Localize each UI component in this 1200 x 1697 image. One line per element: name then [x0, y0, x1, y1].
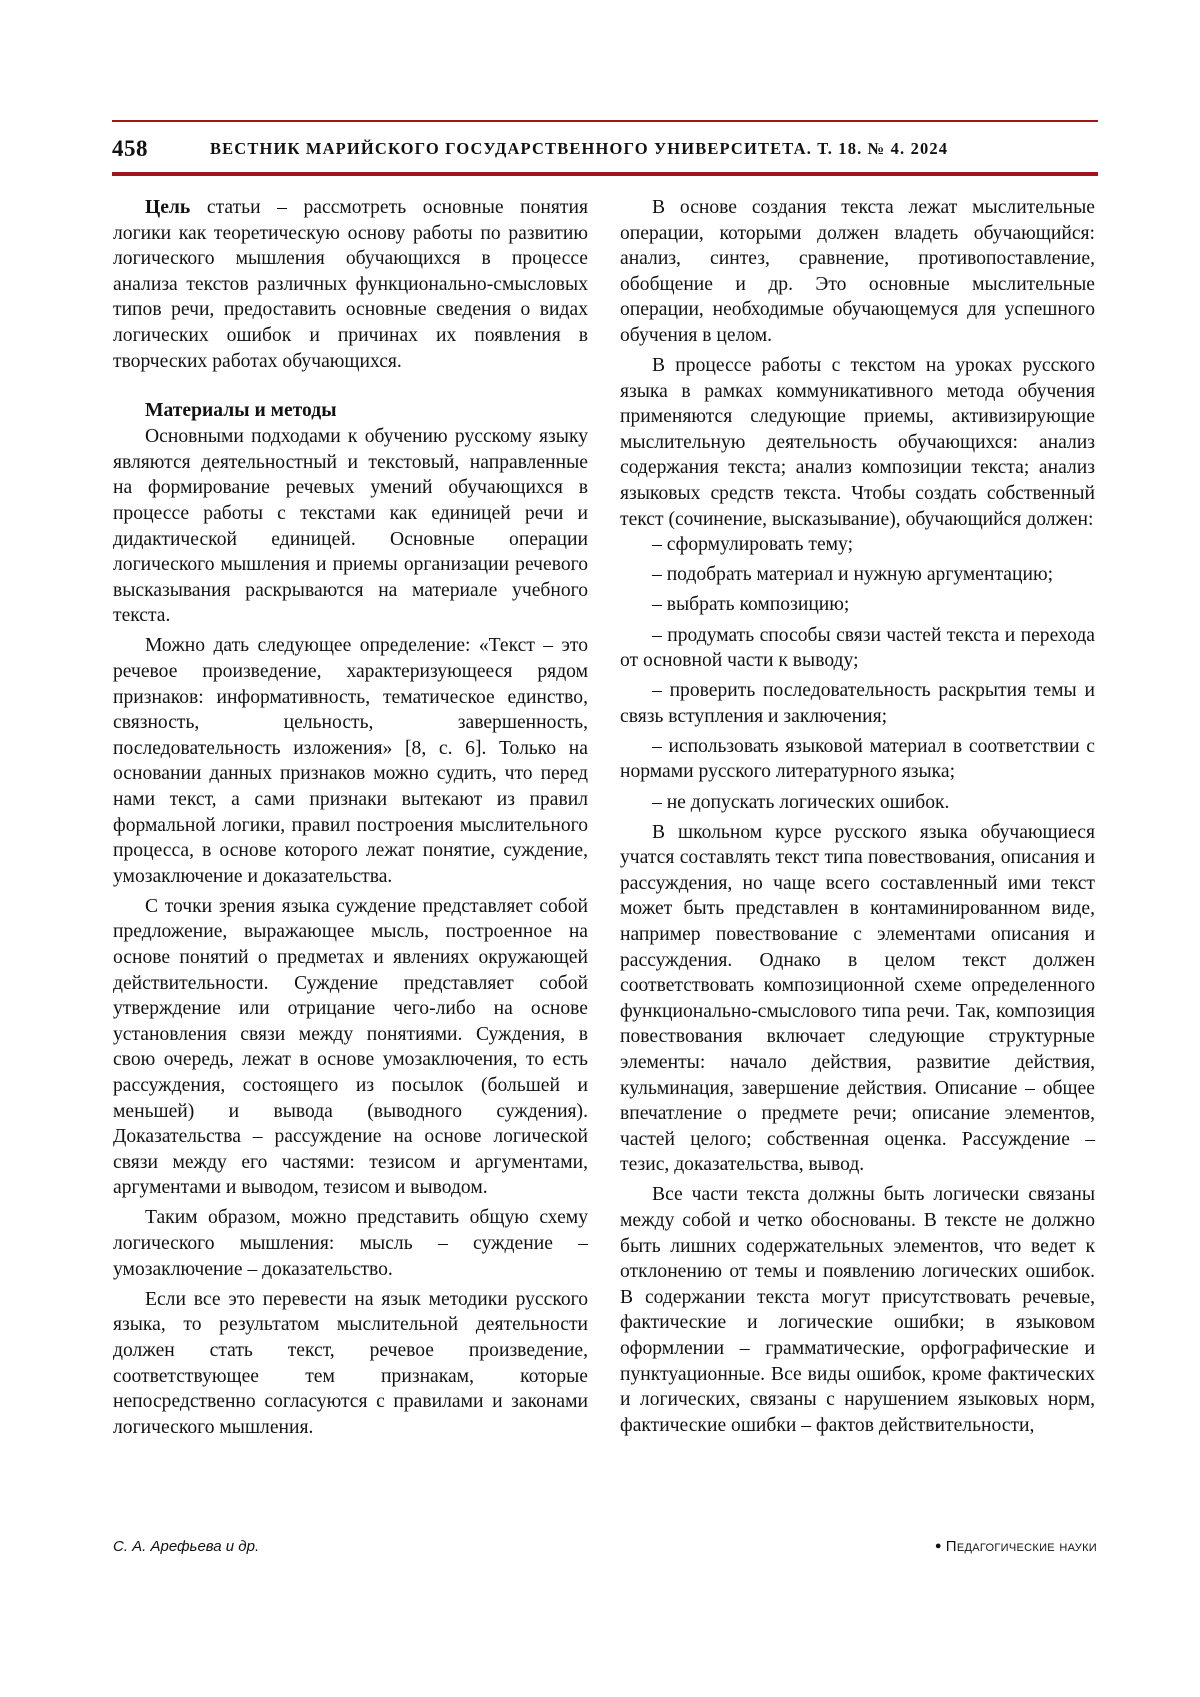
- running-header: [112, 132, 1098, 166]
- list-item: – подобрать материал и нужную аргументацию;: [652, 564, 1054, 586]
- footer-section: [935, 1538, 1097, 1555]
- goal-label: Цель: [145, 197, 191, 218]
- list-item: – сформулировать тему;: [652, 534, 854, 556]
- section-heading: Материалы и методы: [145, 400, 337, 422]
- footer-authors: С. А. Арефьева и др.: [113, 1538, 260, 1555]
- left-column: [113, 195, 588, 1445]
- list-item: – продумать способы связи частей текста и перехода от основной части к выводу;: [620, 624, 1095, 672]
- header-rule-top: [112, 120, 1098, 122]
- list-item: – проверить последовательность раскрытия темы и связь вступления и заключения;: [620, 680, 1095, 727]
- paragraph: Основными подходами к обучению русскому языку являются деятельностный и текстовый, направленные на формирование речевых умений обучающихся в процессе работы с текстами как единицей речи и дидактической единицей. Основные операции логического мышления и приемы организации речевого высказывания раскрываются на материале учебного текста.: [113, 426, 588, 627]
- paragraph: Таким образом, можно представить общую схему логического мышления: мысль – суждение – умозаключение – доказательство.: [113, 1207, 588, 1280]
- right-column: [620, 195, 1095, 1443]
- list-item: – выбрать композицию;: [652, 594, 850, 616]
- list-item: – использовать языковой материал в соответствии с нормами русского литературного языка;: [620, 735, 1095, 783]
- journal-title: ВЕСТНИК МАРИЙСКОГО ГОСУДАРСТВЕННОГО УНИВЕРСИТЕТА. Т. 18. № 4. 2024: [210, 139, 949, 158]
- bullet-icon: ●: [934, 1540, 942, 1552]
- paragraph: В основе создания текста лежат мыслительные операции, которыми должен владеть обучающийся: анализ, синтез, сравнение, противопоставление, обобщение и др. Это основные мыслительные операции, необходимые обучающемуся для успешного обучения в целом.: [620, 197, 1095, 346]
- running-footer: [113, 1538, 1097, 1562]
- goal-paragraph: [113, 195, 588, 374]
- paragraph: С точки зрения языка суждение представляет собой предложение, выражающее мысль, построенное на основе понятий о предметах и явлениях окружающей действительности. Суждение представляет собой утверждение или отрицание чего-либо на основе установления связи между понятиями. Суждения, в свою очередь, лежат в основе умозаключения, то есть рассуждения, состоящего из посылок (большей и меньшей) и вывода (выводного суждения). Доказательства – рассуждение на основе логической связи между его частями: тезисом и аргументами, аргументами и выводом, тезисом и выводом.: [113, 895, 588, 1199]
- paragraph: Все части текста должны быть логически связаны между собой и четко обоснованы. В тексте не должно быть лишних содержательных элементов, что ведет к отклонению от темы и появлению логических ошибок. В содержании текста могут присутствовать речевые, фактические и логические ошибки; в языковом оформлении – грамматические, орфографические и пунктуационные. Все виды ошибок, кроме фактических и логических, связаны с нарушением языковых норм, фактические ошибки – фактов действительности,: [620, 1184, 1095, 1436]
- page-number: 458: [112, 136, 148, 161]
- footer-section-label: Педагогические науки: [945, 1538, 1097, 1555]
- list-item: – не допускать логических ошибок.: [652, 791, 950, 813]
- paragraph: В школьном курсе русского языка обучающиеся учатся составлять текст типа повествования, описания и рассуждения, но чаще всего составленный ими текст может быть представлен в контаминированном виде, например повествование с элементами описания и рассуждения. Однако в целом текст должен соответствовать композиционной схеме определенного функционально-смыслового типа речи. Так, композиция повествования включает следующие структурные элементы: начало действия, развитие действия, кульминация, завершение действия. Описание – общее впечатление о предмете речи; описание элементов, частей целого; собственная оценка. Рассуждение – тезис, доказательства, вывод.: [620, 821, 1095, 1176]
- paragraph: Если все это перевести на язык методики русского языка, то результатом мыслительной деятельности должен стать текст, речевое произведение, соответствующее тем признакам, которые непосредственно согласуются с правилами и законами логического мышления.: [113, 1288, 588, 1438]
- paragraph: В процессе работы с текстом на уроках русского языка в рамках коммуникативного метода обучения применяются следующие приемы, активизирующие мыслительную деятельность обучающихся: анализ содержания текста; анализ композиции текста; анализ языковых средств текста. Чтобы создать собственный текст (сочинение, высказывание), обучающийся должен:: [620, 355, 1095, 530]
- paragraph: Можно дать следующее определение: «Текст – это речевое произведение, характеризующееся рядом признаков: информативность, тематическое единство, связность, цельность, завершенность, последовательность изложения» [8, с. 6]. Только на основании данных признаков можно судить, что перед нами текст, а сами признаки вытекают из правил формальной логики, правил построения мыслительного процесса, в основе которого лежат понятие, суждение, умозаключение и доказательства.: [113, 635, 588, 887]
- goal-text: статьи – рассмотреть основные понятия логики как теоретическую основу работы по развитию логического мышления обучающихся в процессе анализа текстов различных функционально-смысловых типов речи, предоставить основные сведения о видах логических ошибок и причинах их появления в творческих работах обучающихся.: [113, 197, 588, 372]
- header-rule-bottom: [112, 172, 1098, 176]
